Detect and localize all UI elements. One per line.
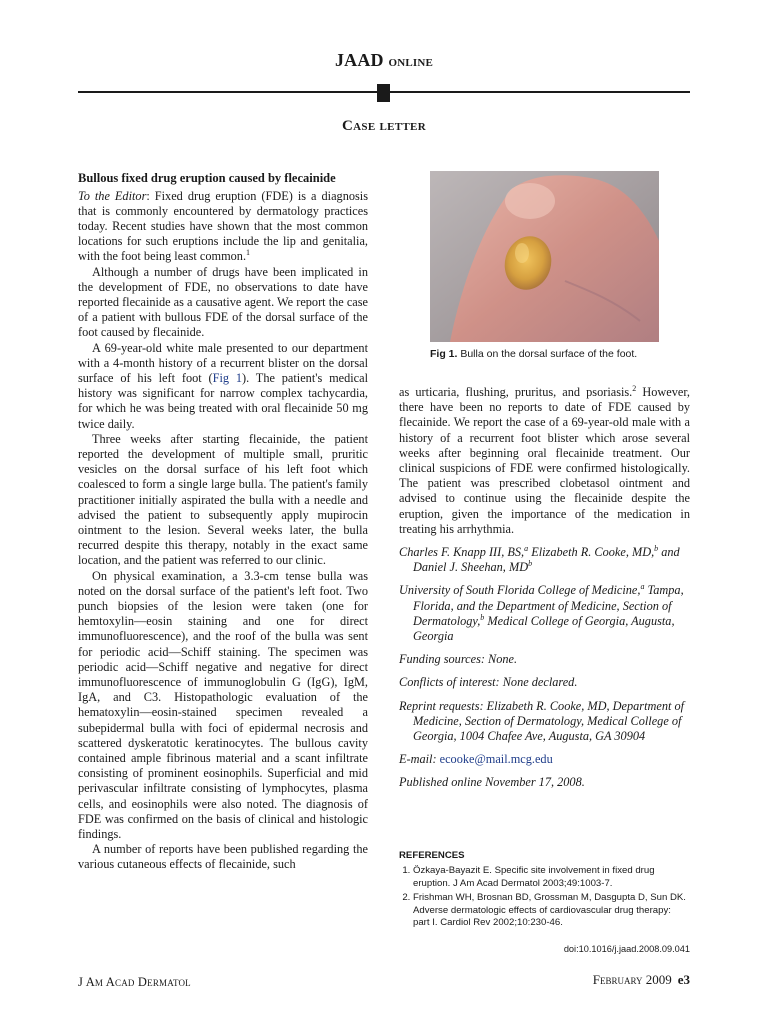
journal-name: JAAD	[334, 50, 384, 70]
footer-journal: J Am Acad Dermatol	[78, 975, 191, 989]
reference-marker-2[interactable]: 2	[632, 383, 637, 393]
paragraph-3-text-b: ). The patient's medical history was significant for narrow complex tachycardia, for which he was being treated with oral flecainide 50 mg twice daily.	[78, 370, 368, 431]
journal-subtitle: online	[388, 53, 434, 70]
affiliation-c: Medical College of Georgia, Augusta, Georgia	[413, 613, 675, 644]
email-line	[399, 752, 690, 767]
reference-marker-1[interactable]: 1	[246, 248, 251, 258]
reference-item: 2. Frishman WH, Brosnan BD, Grossman M, Dasgupta D, Sun DK. Adverse dermatologic effects of cardiovascular drug therapy: part I. Cardiol Rev 2002;10:230-46.	[413, 892, 690, 929]
salutation: To the Editor	[78, 188, 147, 203]
affiliations	[399, 583, 690, 644]
author-1-sup: a	[524, 543, 529, 553]
right-column	[399, 385, 690, 791]
paragraph-6-continued	[399, 385, 690, 537]
author-2-sup: b	[654, 543, 659, 553]
references-heading: REFERENCES	[399, 850, 465, 861]
email-link[interactable]: ecooke@mail.mcg.edu	[439, 752, 553, 767]
paragraph-2: Although a number of drugs have been implicated in the development of FDE, no observations to date have reported flecainide as a causative agent. We report the case of a patient with bullous FDE of the dorsal surface of the foot caused by flecainide.	[78, 264, 368, 340]
author-3: and Daniel J. Sheehan, MD	[413, 545, 680, 575]
foot-photo-illustration	[430, 171, 659, 342]
doi[interactable]: doi:10.1016/j.jaad.2008.09.041	[563, 944, 690, 954]
paragraph-3	[78, 341, 368, 432]
email-label: E-mail:	[399, 752, 440, 767]
author-2: Elizabeth R. Cooke, MD,	[528, 545, 655, 560]
section-title: Case letter	[342, 118, 426, 134]
figure-image	[430, 171, 659, 342]
paragraph-6-rest-text: However, there have been no reports to date of FDE caused by flecainide. We report the case of a 69-year-old male with a history of a recurrent foot blister which arose several weeks after beginning oral flecainide treatment. Our clinical suspicions of FDE were confirmed histologically. The patient was prescribed clobetasol ointment and advised to continue using the flecainide despite the eruption, given the importance of the medication in treating his arrhythmia.	[399, 385, 690, 536]
journal-title	[0, 50, 768, 71]
affiliation-b: Tampa, Florida, and the Department of Medicine, Section of Dermatology,	[413, 583, 684, 628]
funding-sources: Funding sources: None.	[399, 652, 518, 667]
article-title: Bullous fixed drug eruption caused by flecainide	[78, 171, 336, 185]
conflicts-of-interest: Conflicts of interest: None declared.	[399, 675, 578, 690]
paragraph-4: Three weeks after starting flecainide, the patient reported the development of multiple small, pruritic vesicles on the dorsal surface of his left foot which coalesced to form a single large bulla. The patient's family practitioner initially aspirated the bulla with a needle and advised the patient to subsequently apply mupirocin ointment to the lesion. Several weeks later, the bulla recurred despite this therapy, notably in the exact same location, and the patient was referred to our clinic.	[78, 431, 368, 568]
figure-link[interactable]: Fig 1	[212, 370, 243, 385]
affiliation-b-sup: b	[480, 612, 485, 622]
figure-caption	[430, 348, 690, 360]
footer-right	[480, 972, 690, 988]
published-online: Published online November 17, 2008.	[399, 775, 585, 790]
affiliation-a-sup: a	[640, 582, 645, 592]
paragraph-3-text-a: A 69-year-old white male presented to our department with a 4-month history of a recurrent blister on the dorsal surface of his left foot (	[78, 340, 368, 385]
author-1: Charles F. Knapp III, BS,	[399, 545, 525, 560]
header-rule-box	[377, 84, 390, 102]
page-number: e3	[677, 972, 690, 987]
footer-month: February 2009	[592, 972, 672, 987]
paragraph-5: On physical examination, a 3.3-cm tense bulla was noted on the dorsal surface of the patient's left foot. Two punch biopsies of the lesion were taken (one for hemtoxylin—eosin staining and one for direct immunofluorescence), and the roof of the bulla was sent for periodic acid—Schiff staining. The specimen was periodic acid—Schiff negative and negative for direct immunofluorescence of immunoglobulin G (IgG), IgM, IgA, and C3. Histopathologic evaluation of the hematoxylin—eosin-stained specimen revealed a subepidermal bulla with foci of epidermal necrosis and scattered dyskeratotic keratinocytes. The bullous cavity contained ample fibrinous material and a scant infiltrate consisting of prominent eosinophils. Superficial and mid perivascular infiltrate consisting of lymphocytes, plasma cells, and eosinophils were also noted. The diagnosis of FDE was confirmed on the basis of clinical and histologic findings.	[78, 568, 368, 842]
references-list	[399, 865, 690, 929]
author-list	[399, 545, 690, 575]
left-column	[78, 171, 368, 873]
references-section	[399, 850, 690, 931]
figure-label: Fig 1.	[430, 348, 458, 360]
paragraph-1	[78, 189, 368, 265]
author-3-sup: b	[528, 559, 533, 569]
paragraph-6-cont-text: as urticaria, flushing, pruritus, and psoriasis.	[399, 385, 633, 399]
paragraph-6: A number of reports have been published regarding the various cutaneous effects of flecainide, such	[78, 842, 368, 872]
reprint-requests: Reprint requests: Elizabeth R. Cooke, MD, Department of Medicine, Section of Dermatology, Medical College of Georgia, 1004 Chafee Ave, Augusta, GA 30904	[399, 698, 685, 744]
reference-item: 1. Özkaya-Bayazit E. Specific site involvement in fixed drug eruption. J Am Acad Dermatol 2003;49:1003-7.	[413, 865, 690, 890]
affiliation-a: University of South Florida College of Medicine,	[399, 583, 641, 598]
figure-caption-text: Bulla on the dorsal surface of the foot.	[460, 348, 638, 360]
paragraph-1-text: : Fixed drug eruption (FDE) is a diagnosis that is commonly encountered by dermatology practices today. Recent studies have shown that the most common locations for such eruptions include the lip and genitalia, with the foot being least common.	[78, 188, 368, 264]
